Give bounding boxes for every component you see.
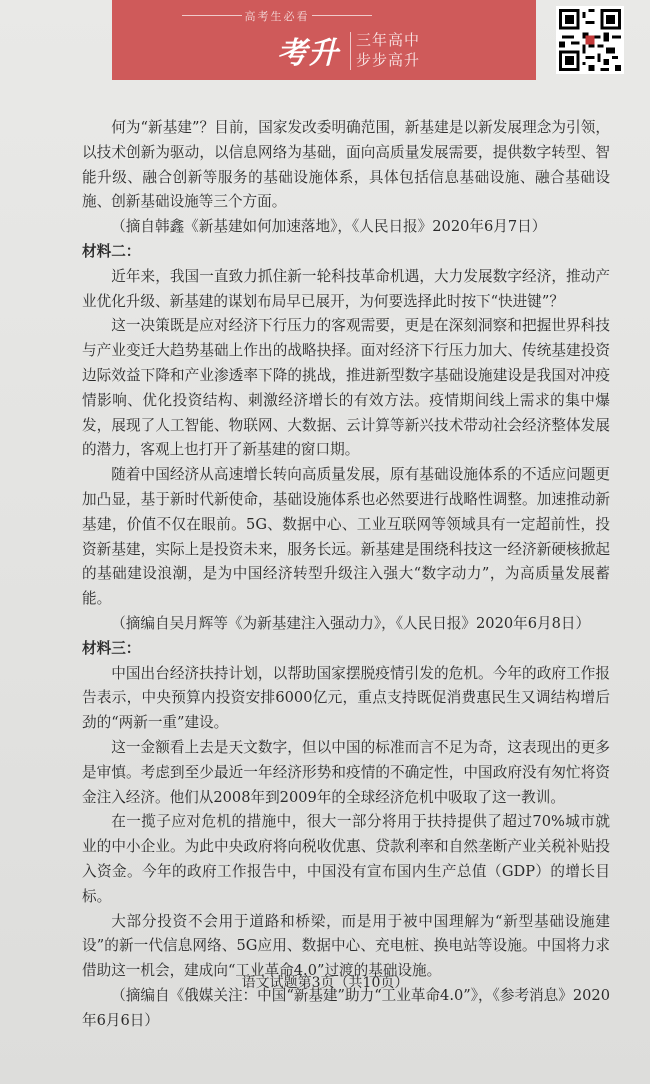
slogan-line-2: 步步高升 [356,51,421,69]
material1-paragraph: 何为“新基建”？目前，国家发改委明确范围，新基建是以新发展理念为引领，以技术创新为驱动，以信息网络为基础，面向高质量发展需要，提供数字转型、智能升级、融合创新等服务的基础设施体系，具体包括信息基础设施、融合基础设施、创新基础设施等三个方面。 [82,119,610,211]
material2-paragraph-3: 随着中国经济从高速增长转向高质量发展，原有基础设施体系的不适应问题更加凸显，基于新时代新使命，基础设施体系也必然要进行战略性调整。加速推动新基建，价值不仅在眼前。5G、数据中心、工业互联网等领域具有一定超前性，投资新基建，实际上是投资未来，服务长远。新基建是围绕科技这一经济新硬核掀起的基础建设浪潮，是为中国经济转型升级注入强大“数字动力”，为高质量发展蓄能。 [82,466,610,608]
material3-paragraph-2: 这一金额看上去是天文数字，但以中国的标准而言不足为奇，这表现出的更多是审慎。考虑到至少最近一年经济形势和疫情的不确定性，中国政府没有匆忙将资金注入经济。他们从2008年到2009年的全球经济危机中吸取了这一教训。 [82,738,610,806]
material1-source: （摘自韩鑫《新基建如何加速落地》，《人民日报》2020年6月7日） [111,218,547,236]
material2-paragraph-1: 近年来，我国一直致力抓住新一轮科技革命机遇，大力发展数字经济，推动产业优化升级、新基建的谋划布局早已展开，为何要选择此时按下“快进键”？ [82,267,610,310]
material2-paragraph-2: 这一决策既是应对经济下行压力的客观需要，更是在深刻洞察和把握世界科技与产业变迁大趋势基础上作出的战略抉择。面对经济下行压力加大、传统基建投资边际效益下降和产业渗透率下降的挑战，推进新型数字基础设施建设是我国对冲疫情影响、优化投资结构、刺激经济增长的有效方法。疫情期间线上需求的集中爆发，展现了人工智能、物联网、大数据、云计算等新兴技术带动社会经济整体发展的潜力，客观上也打开了新基建的窗口期。 [82,317,610,459]
material3-paragraph-3: 在一揽子应对危机的措施中，很大一部分将用于扶持提供了超过70%城市就业的中小企业。为此中央政府将向税收优惠、贷款利率和自然垄断产业关税补贴投入资金。今年的政府工作报告中，中国没有宣布国内生产总值（GDP）的增长目标。 [82,813,610,905]
material3-source: （摘编自《俄媒关注：中国“新基建”助力“工业革命4.0”》，《参考消息》2020年6月6日） [82,986,611,1029]
brand-logo: 考升 [277,36,339,71]
material3-heading: 材料三： [82,639,141,657]
material2-source: （摘编自吴月辉等《为新基建注入强动力》，《人民日报》2020年6月8日） [111,614,591,632]
slogan-line-1: 三年高中 [356,31,421,49]
material2-heading: 材料二： [82,242,141,260]
banner-slogan [356,30,420,70]
material3-paragraph-4: 大部分投资不会用于道路和桥梁，而是用于被中国理解为“新型基础设施建设”的新一代信息网络、5G应用、数据中心、充电桩、换电站等设施。中国将力求借助这一机会，建成向“工业革命4.0”过渡的基础设施。 [82,912,610,980]
qr-code-icon [556,6,624,74]
material3-paragraph-1: 中国出台经济扶持计划，以帮助国家摆脱疫情引发的危机。今年的政府工作报告表示，中央预算内投资安排6000亿元，重点支持既促消费惠民生又调结构增后劲的“两新一重”建设。 [82,664,610,732]
page-footer: 语文试题第3页（共10页） [241,975,409,991]
banner-top-text: 高考生必看 [244,10,310,23]
banner-line-right [312,15,372,16]
article-body [82,116,610,1033]
watermark-banner [112,0,536,80]
banner-divider [350,32,351,70]
